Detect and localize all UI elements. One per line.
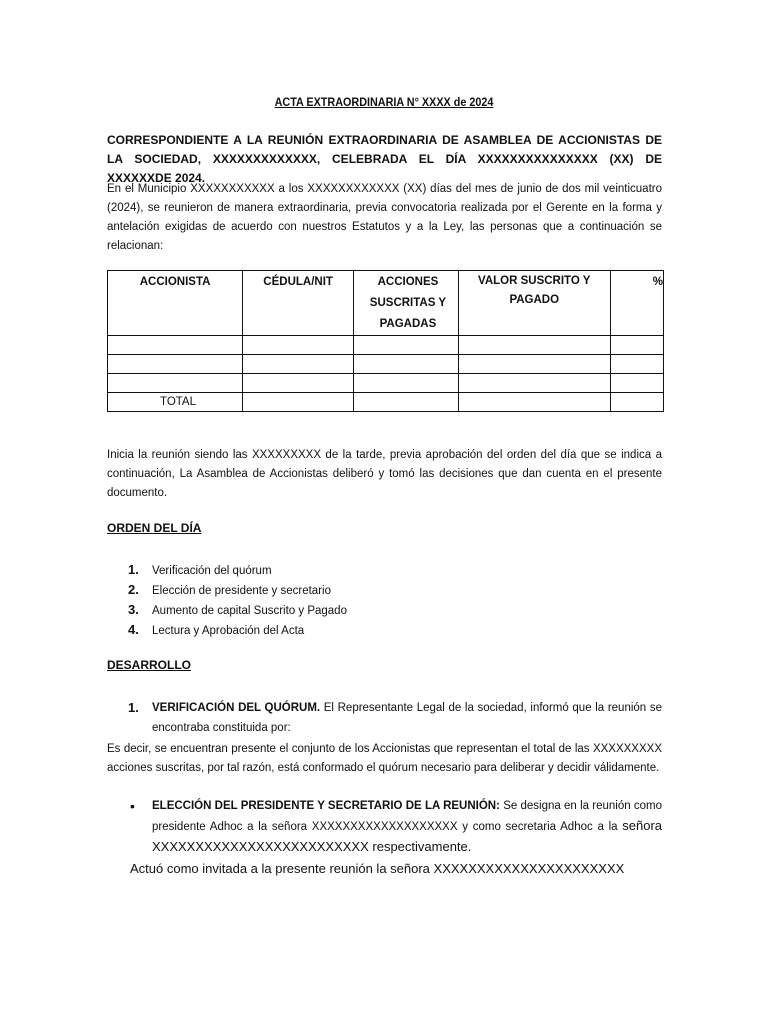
- agenda-text: Lectura y Aprobación del Acta: [152, 625, 305, 637]
- quorum-paragraph: Es decir, se encuentran presente el conjunto de los Accionistas que representan el total de las XXXXXXXXX acciones suscritas, por tal razón, está conformado el quórum necesario para deliberar y decidir válidamente.: [107, 743, 662, 774]
- agenda-text: Elección de presidente y secretario: [152, 585, 331, 597]
- agenda-number: 1.: [128, 562, 139, 577]
- table-row: [108, 355, 664, 374]
- quorum-item: [128, 698, 662, 738]
- agenda-number: 2.: [128, 582, 139, 597]
- list-item: [128, 560, 347, 580]
- guest-line: Actuó como invitada a la presente reunión la señora XXXXXXXXXXXXXXXXXXXXXX: [130, 861, 625, 876]
- agenda-number: 4.: [128, 622, 139, 637]
- total-label: TOTAL: [108, 393, 243, 412]
- quorum-title: VERIFICACIÓN DEL QUÓRUM.: [152, 702, 321, 714]
- agenda-number: 3.: [128, 602, 139, 617]
- shareholders-table: [107, 270, 664, 412]
- table-row: [108, 336, 664, 355]
- document-subtitle: CORRESPONDIENTE A LA REUNIÓN EXTRAORDINARIA DE ASAMBLEA DE ACCIONISTAS DE LA SOCIEDAD, XXXXXXXXXXXXX, CELEBRADA EL DÍA XXXXXXXXXXXXXXX (XX) DE XXXXXXDE 2024.: [107, 133, 662, 185]
- development-heading: DESARROLLO: [107, 658, 191, 672]
- bullet-icon: •: [130, 798, 135, 814]
- header-valor: VALOR SUSCRITO Y PAGADO: [458, 271, 610, 336]
- list-item: [128, 620, 347, 640]
- table-row: [108, 374, 664, 393]
- election-item: [128, 796, 662, 858]
- quorum-text: El Representante Legal de la sociedad, informó que la reunión se encontraba constituida por:: [152, 702, 662, 734]
- table-total-row: [108, 393, 664, 412]
- list-item: [128, 580, 347, 600]
- table-header-row: [108, 271, 664, 336]
- header-acciones: ACCIONES SUSCRITAS Y PAGADAS: [354, 271, 459, 336]
- header-cedula-nit: CÉDULA/NIT: [243, 271, 354, 336]
- header-accionista: ACCIONISTA: [108, 271, 243, 336]
- header-percent: %: [610, 271, 663, 336]
- agenda-heading: ORDEN DEL DÍA: [107, 521, 202, 535]
- agenda-list: [128, 560, 347, 640]
- election-title: ELECCIÓN DEL PRESIDENTE Y SECRETARIO DE LA REUNIÓN:: [152, 800, 500, 812]
- agenda-text: Verificación del quórum: [152, 565, 272, 577]
- election-text-b: señora XXXXXXXXXXXXXXXXXXXXXXXXX respectivamente.: [152, 818, 662, 854]
- quorum-number: 1.: [128, 700, 139, 715]
- start-paragraph: Inicia la reunión siendo las XXXXXXXXX de la tarde, previa aprobación del orden del día que se indica a continuación, La Asamblea de Accionistas deliberó y tomó las decisiones que dan cuenta en el presente documento.: [107, 449, 662, 499]
- document-title: ACTA EXTRAORDINARIA N° XXXX de 2024: [274, 95, 494, 109]
- list-item: [128, 600, 347, 620]
- intro-paragraph: En el Municipio XXXXXXXXXXX a los XXXXXXXXXXXX (XX) días del mes de junio de dos mil veinticuatro (2024), se reunieron de manera extraordinaria, previa convocatoria realizada por el Gerente en la forma y antelación exigidas de acuerdo con nuestros Estatutos y a la Ley, las personas que a continuación se relacionan:: [107, 183, 662, 252]
- agenda-text: Aumento de capital Suscrito y Pagado: [152, 605, 347, 617]
- election-text-a: Se designa en la reunión como presidente Adhoc a la señora XXXXXXXXXXXXXXXXXXX y como secretaria Adhoc a la: [152, 800, 662, 833]
